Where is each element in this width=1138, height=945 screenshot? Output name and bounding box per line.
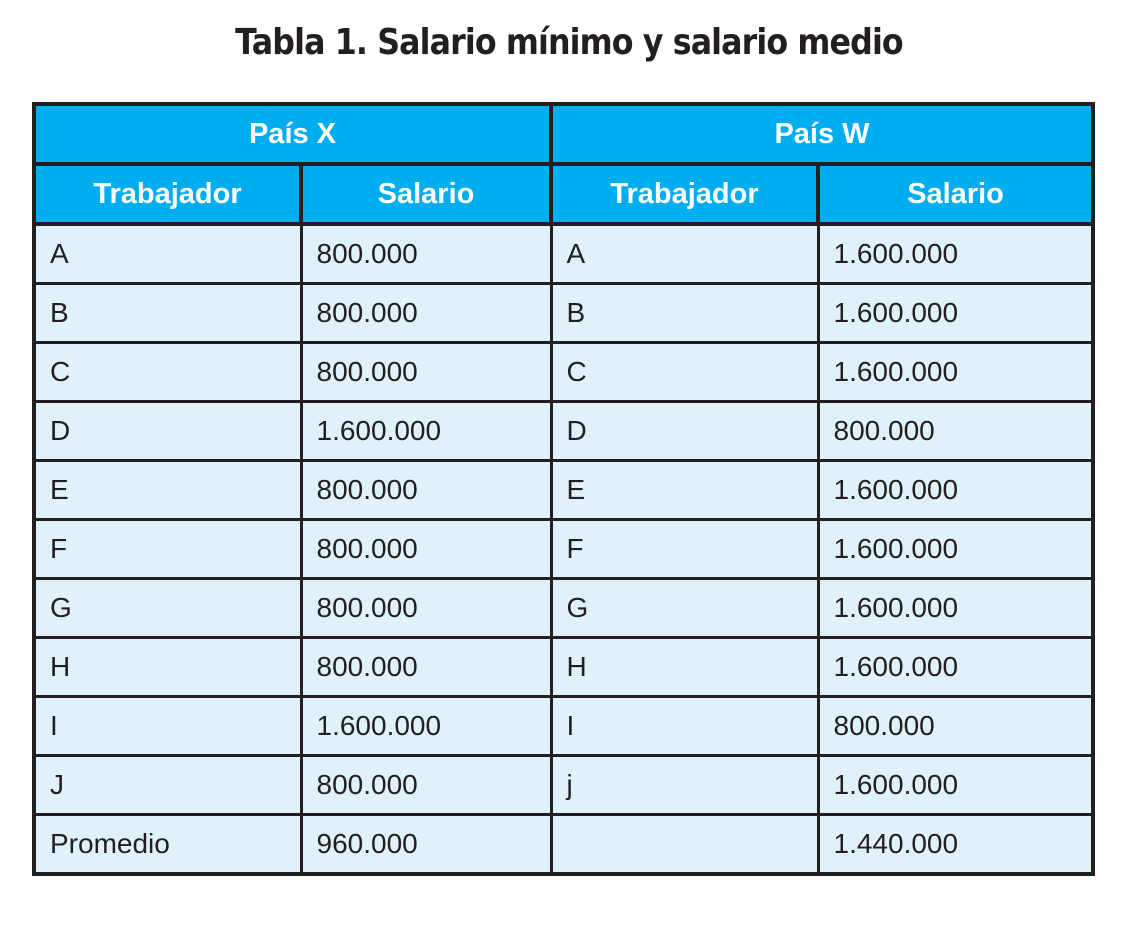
- cell-salary-w: 1.600.000: [818, 756, 1093, 815]
- cell-salary-w: 1.600.000: [818, 461, 1093, 520]
- table-row: [34, 697, 1093, 756]
- cell-salary-x: 800.000: [301, 343, 551, 402]
- cell-salary-w: 1.600.000: [818, 284, 1093, 343]
- cell-worker-x: B: [34, 284, 301, 343]
- cell-average-w: 1.440.000: [818, 815, 1093, 875]
- table-title: Tabla 1. Salario mínimo y salario medio: [235, 22, 903, 63]
- table-row: [34, 461, 1093, 520]
- column-header-row: [34, 164, 1093, 224]
- salary-table: [32, 102, 1095, 876]
- cell-worker-x: E: [34, 461, 301, 520]
- table-row: [34, 638, 1093, 697]
- table-row: [34, 284, 1093, 343]
- cell-worker-x: A: [34, 224, 301, 284]
- cell-worker-w: j: [551, 756, 818, 815]
- cell-worker-w: C: [551, 343, 818, 402]
- cell-worker-w: G: [551, 579, 818, 638]
- table-row: [34, 579, 1093, 638]
- cell-worker-x: J: [34, 756, 301, 815]
- cell-worker-x: I: [34, 697, 301, 756]
- cell-worker-x: C: [34, 343, 301, 402]
- cell-salary-x: 800.000: [301, 579, 551, 638]
- cell-salary-x: 800.000: [301, 638, 551, 697]
- cell-salary-w: 1.600.000: [818, 343, 1093, 402]
- column-header-salario-x: Salario: [301, 164, 551, 224]
- column-header-trabajador-x: Trabajador: [34, 164, 301, 224]
- cell-worker-x: F: [34, 520, 301, 579]
- table-row: [34, 756, 1093, 815]
- group-header-pais-w: País W: [551, 104, 1093, 164]
- table-row: [34, 402, 1093, 461]
- cell-salary-x: 800.000: [301, 520, 551, 579]
- table-row: [34, 343, 1093, 402]
- cell-worker-w: D: [551, 402, 818, 461]
- table-row: [34, 520, 1093, 579]
- cell-worker-x: H: [34, 638, 301, 697]
- cell-salary-w: 800.000: [818, 402, 1093, 461]
- cell-salary-x: 800.000: [301, 461, 551, 520]
- cell-salary-x: 1.600.000: [301, 697, 551, 756]
- column-header-trabajador-w: Trabajador: [551, 164, 818, 224]
- group-header-row: [34, 104, 1093, 164]
- cell-salary-x: 800.000: [301, 284, 551, 343]
- cell-salary-x: 800.000: [301, 756, 551, 815]
- cell-salary-w: 1.600.000: [818, 224, 1093, 284]
- group-header-pais-x: País X: [34, 104, 551, 164]
- cell-worker-w: A: [551, 224, 818, 284]
- cell-average-x: 960.000: [301, 815, 551, 875]
- cell-worker-x: G: [34, 579, 301, 638]
- cell-salary-w: 1.600.000: [818, 579, 1093, 638]
- cell-empty: [551, 815, 818, 875]
- cell-salary-w: 1.600.000: [818, 520, 1093, 579]
- cell-worker-w: E: [551, 461, 818, 520]
- cell-salary-w: 800.000: [818, 697, 1093, 756]
- column-header-salario-w: Salario: [818, 164, 1093, 224]
- average-row: [34, 815, 1093, 875]
- cell-salary-w: 1.600.000: [818, 638, 1093, 697]
- cell-worker-w: H: [551, 638, 818, 697]
- cell-average-label: Promedio: [34, 815, 301, 875]
- table-row: [34, 224, 1093, 284]
- cell-worker-x: D: [34, 402, 301, 461]
- cell-worker-w: B: [551, 284, 818, 343]
- cell-salary-x: 800.000: [301, 224, 551, 284]
- cell-worker-w: F: [551, 520, 818, 579]
- cell-worker-w: I: [551, 697, 818, 756]
- cell-salary-x: 1.600.000: [301, 402, 551, 461]
